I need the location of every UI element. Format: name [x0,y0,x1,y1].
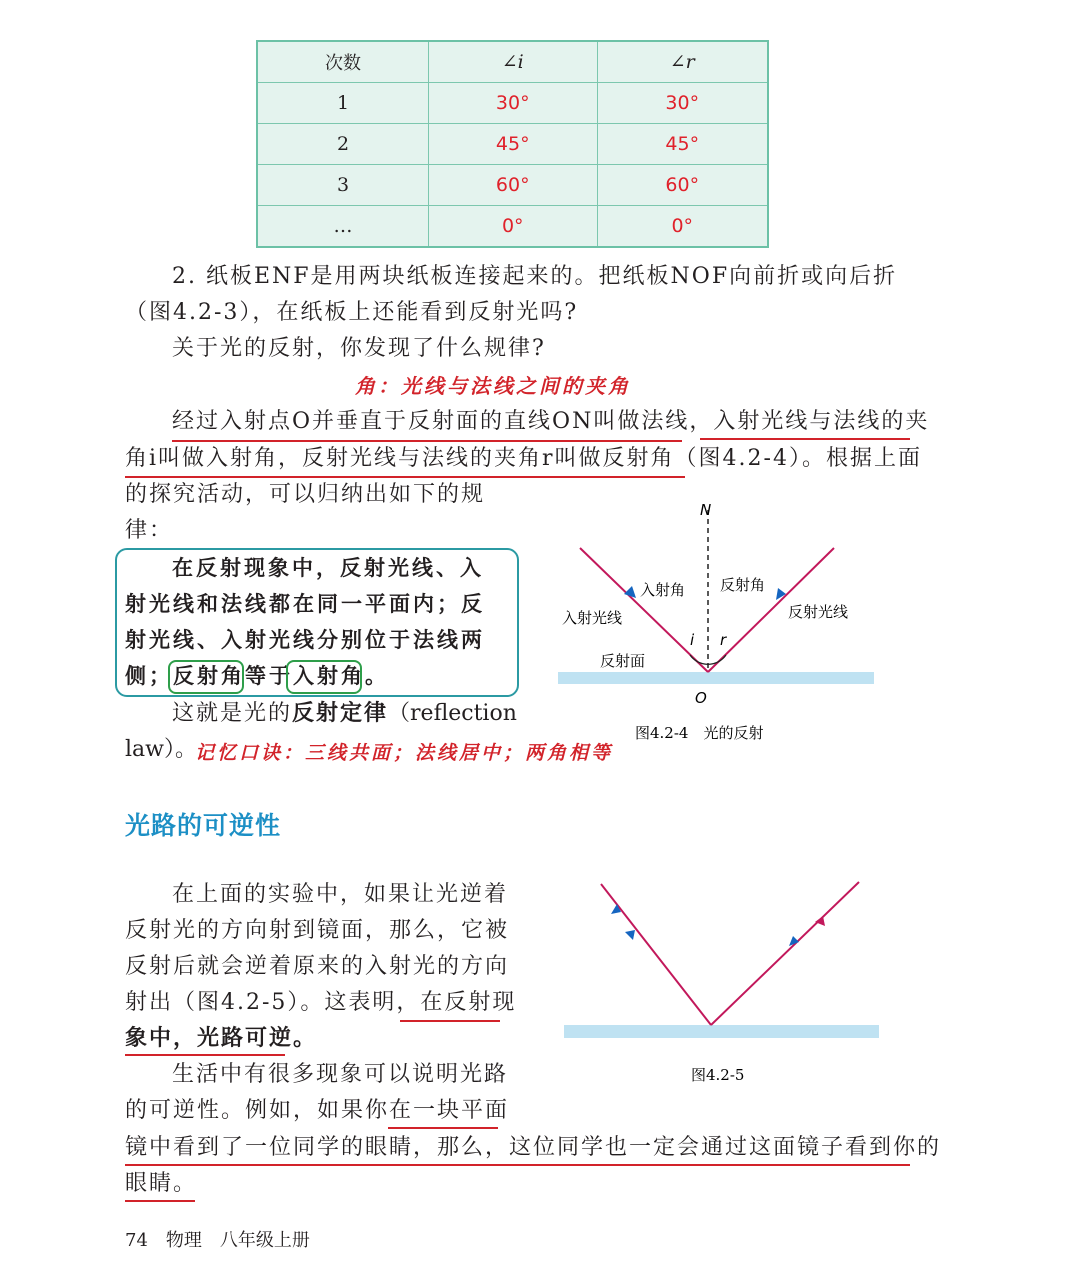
question2-line2: （图4.2-3），在纸板上还能看到反射光吗? [125,300,579,325]
handwritten-mnemonic: 记忆口诀：三线共面；法线居中；两角相等 [195,742,614,764]
handwritten-note-angle: 角：光线与法线之间的夹角 [355,374,631,398]
law-text: 等于 [245,664,293,688]
definition-line3: 的探究活动，可以归纳出如下的规 [125,482,486,507]
law-text: 侧； [125,664,173,688]
reversibility-line3: 反射后就会逆着原来的入射光的方向 [125,954,510,979]
reversibility-line8: 镜中看到了一位同学的眼睛，那么，这位同学也一定会通过这面镜子看到你的 [125,1135,942,1160]
reflected-ray [711,882,859,1025]
reversibility-line2: 反射光的方向射到镜面，那么，它被 [125,918,510,943]
reflect-angle-term: 反射角 [173,664,245,688]
mirror-surface [558,672,874,684]
table-cell: 2 [257,124,429,165]
law-name-term: 反射定律 [292,701,389,726]
table-row [257,165,768,206]
label-reflect-ray: 反射光线 [788,603,849,621]
reflection-figure [540,490,890,750]
reversibility-line6: 生活中有很多现象可以说明光路 [172,1062,509,1087]
label-incident-angle: 入射角 [640,581,686,599]
definition-line1: 经过入射点O并垂直于反射面的直线ON叫做法线，入射光线与法线的夹 [172,409,930,434]
table-header: 次数 [257,41,429,83]
table-cell: 0° [429,206,598,248]
reversibility-figure [555,870,895,1095]
mirror-surface [564,1025,879,1038]
section-title: 光路的可逆性 [125,811,282,840]
label-i: i [690,631,695,649]
underline [400,1020,500,1022]
underline [125,1164,910,1166]
law-line1: 在反射现象中，反射光线、入 [172,556,484,580]
table-cell: … [257,206,429,248]
figure-caption: 图4.2-5 [691,1066,745,1084]
law-text: 。 [365,664,389,688]
table-cell: 60° [429,165,598,206]
reversibility-line1: 在上面的实验中，如果让光逆着 [172,882,509,907]
reversibility-line5: 象中，光路可逆。 [125,1026,318,1051]
arrow-icon [776,588,786,600]
table-header-row [257,41,768,83]
law-line3: 射光线、入射光线分别位于法线两 [125,628,485,652]
table-row [257,206,768,248]
label-incident-ray: 入射光线 [562,609,623,627]
table-cell: 0° [597,206,768,248]
table-cell: 3 [257,165,429,206]
table-cell: 30° [429,83,598,124]
reversibility-line9: 眼睛。 [125,1171,198,1196]
arrow-icon [625,930,635,940]
page-footer: 74 物理 八年级上册 [125,1230,310,1251]
table-row [257,83,768,124]
label-N: N [700,501,712,519]
label-surface: 反射面 [600,652,646,670]
underline [700,438,910,440]
table-cell: 60° [597,165,768,206]
table-header: ∠i [429,41,598,83]
underline [172,440,682,442]
arrow-icon [611,904,621,914]
table-row [257,124,768,165]
table-cell: 1 [257,83,429,124]
reversibility-line4: 射出（图4.2-5）。这表明，在反射现 [125,990,517,1015]
table-cell: 30° [597,83,768,124]
law-line2: 射光线和法线都在同一平面内；反 [125,592,485,616]
underline [125,476,685,478]
law-name-line1 [172,697,517,731]
law-name-line2: law）。 [125,737,197,762]
question2-line3: 关于光的反射，你发现了什么规律? [172,336,546,361]
law-name-text: 这就是光的 [172,701,293,726]
law-name-english: （reflection [388,701,517,726]
definition-line4: 律： [125,518,174,543]
label-r: r [720,631,727,649]
highlight-box [168,660,244,694]
question2-line1: 2. 纸板ENF是用两块纸板连接起来的。把纸板NOF向前折或向后折 [172,264,898,289]
underline [388,1127,498,1129]
table-cell: 45° [429,124,598,165]
table-cell: 45° [597,124,768,165]
underline [125,1054,285,1056]
figure-caption: 图4.2-4 光的反射 [635,724,764,742]
table-header: ∠r [597,41,768,83]
label-O: O [695,689,707,707]
label-reflect-angle: 反射角 [720,576,766,594]
underline [125,1200,195,1202]
definition-line2: 角i叫做入射角，反射光线与法线的夹角r叫做反射角（图4.2-4）。根据上面 [125,446,922,471]
incident-angle-term: 入射角 [293,664,365,688]
angle-table [256,40,769,248]
highlight-box [286,660,362,694]
reversibility-line7: 的可逆性。例如，如果你在一块平面 [125,1098,510,1123]
